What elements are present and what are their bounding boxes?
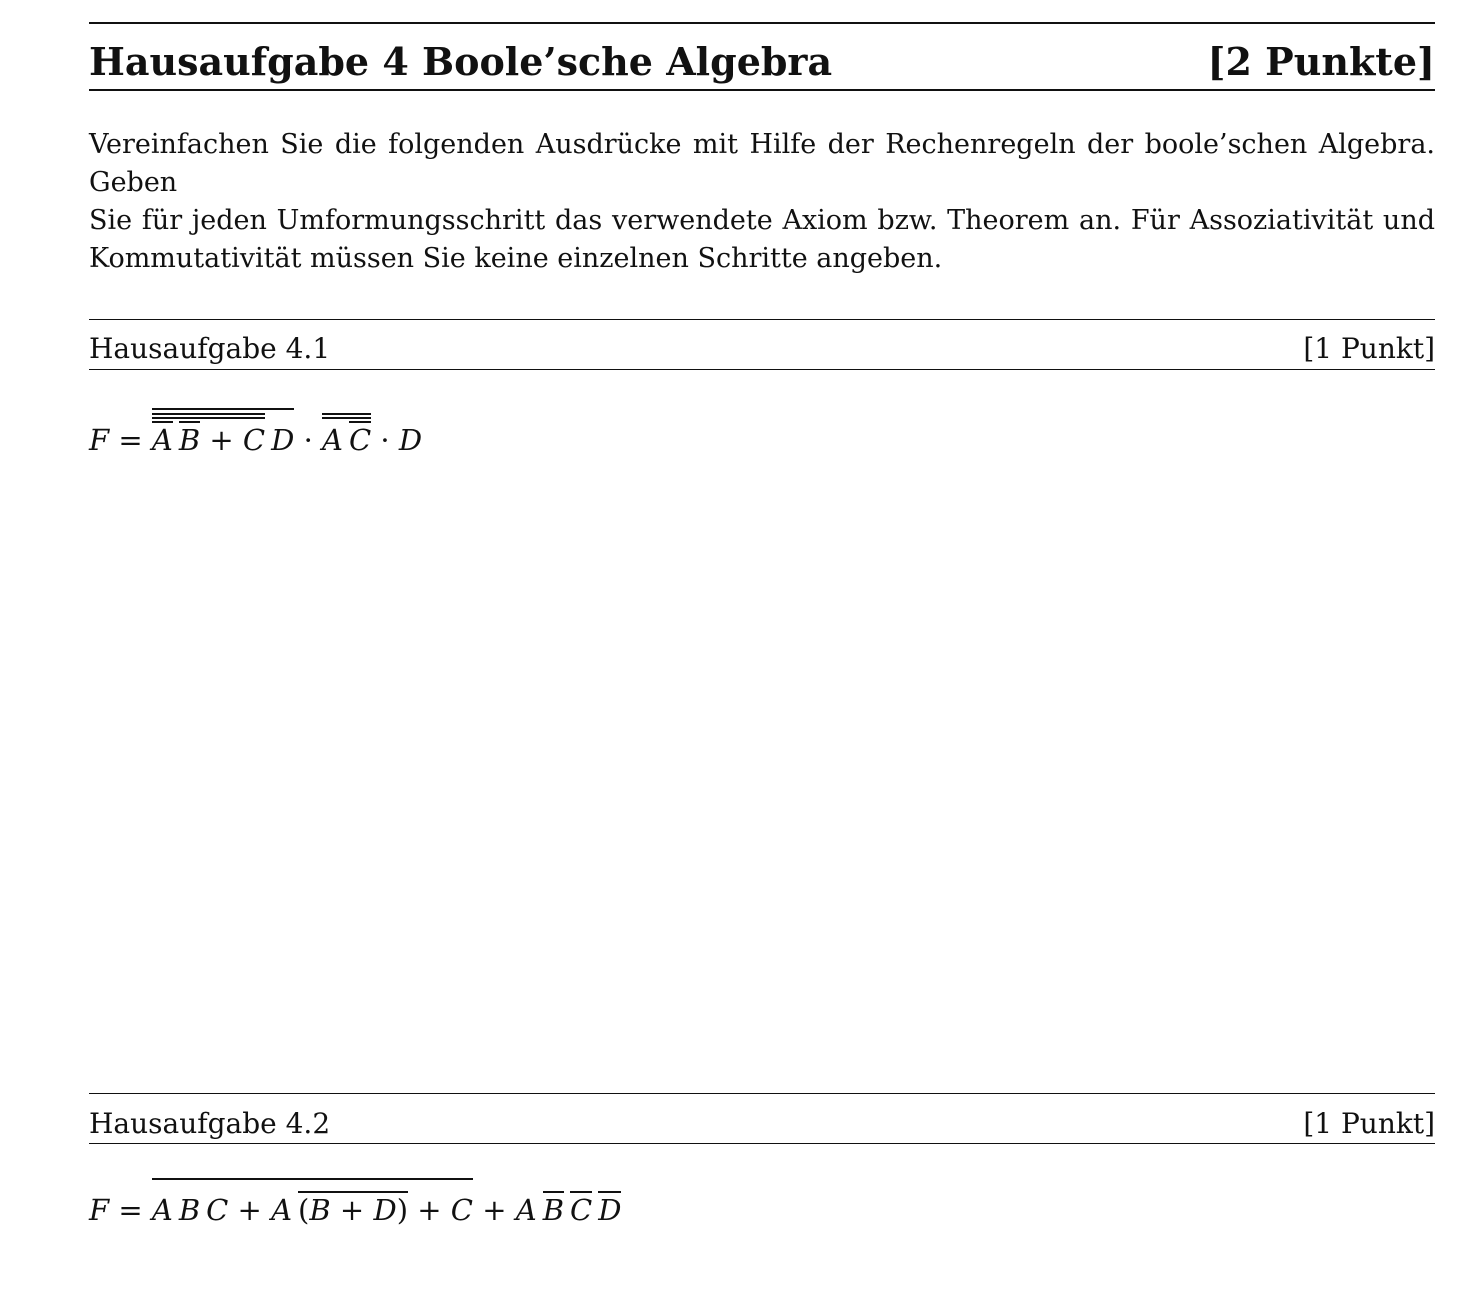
task1-header xyxy=(89,326,1435,370)
overline-b-plus-d: (B + D) xyxy=(298,1193,409,1227)
formula-lhs: F = xyxy=(89,1193,152,1227)
task2-top-rule xyxy=(89,1093,1435,1094)
overline-c: C xyxy=(348,423,372,457)
formula-lhs: F = xyxy=(89,423,152,457)
task1-formula: F = A B + C D · A C · D xyxy=(89,423,423,457)
intro-line-1: Vereinfachen Sie die folgenden Ausdrücke mit Hilfe der Rechenregeln der boole’schen Algebra. Geben xyxy=(89,129,1435,198)
intro-line-3: Kommutativität müssen Sie keine einzelnen Schritte angeben. xyxy=(89,243,943,274)
task1-points: [1 Punkt] xyxy=(1303,331,1435,365)
overline-ac-inner: A C xyxy=(322,423,372,457)
header-top-rule xyxy=(89,22,1435,24)
page-title: Hausaufgabe 4 Boole’sche Algebra xyxy=(89,39,833,84)
overline-b: B xyxy=(178,423,201,457)
intro-line-2: Sie für jeden Umformungsschritt das verwendete Axiom bzw. Theorem an. Für Assoziativität und xyxy=(89,205,1435,236)
overline-b2: B xyxy=(542,1193,564,1227)
task1-bottom-rule xyxy=(89,369,1435,370)
overline-ac-outer xyxy=(322,422,371,458)
overline-group-outer: A B + C D xyxy=(151,423,295,457)
overline-big-group: A B C + A (B + D) + C xyxy=(151,1193,473,1227)
task1-top-rule xyxy=(89,319,1435,320)
intro-paragraph xyxy=(89,126,1435,278)
total-points: [2 Punkte] xyxy=(1207,39,1435,84)
overline-d2: D xyxy=(598,1193,622,1227)
task2-bottom-rule xyxy=(89,1143,1435,1144)
task2-header xyxy=(89,1101,1435,1145)
overline-group-mid xyxy=(152,422,265,458)
overline-a: A xyxy=(151,423,173,457)
task2-formula: F = A B C + A (B + D) + C + A B C D xyxy=(89,1193,622,1227)
task2-title: Hausaufgabe 4.2 xyxy=(89,1106,331,1140)
overline-group-inner: A B + C xyxy=(151,423,266,457)
main-header xyxy=(89,40,1435,84)
task2-points: [1 Punkt] xyxy=(1303,1106,1435,1140)
overline-c2: C xyxy=(570,1193,593,1227)
task1-title: Hausaufgabe 4.1 xyxy=(89,331,331,365)
header-bottom-rule xyxy=(89,89,1435,91)
